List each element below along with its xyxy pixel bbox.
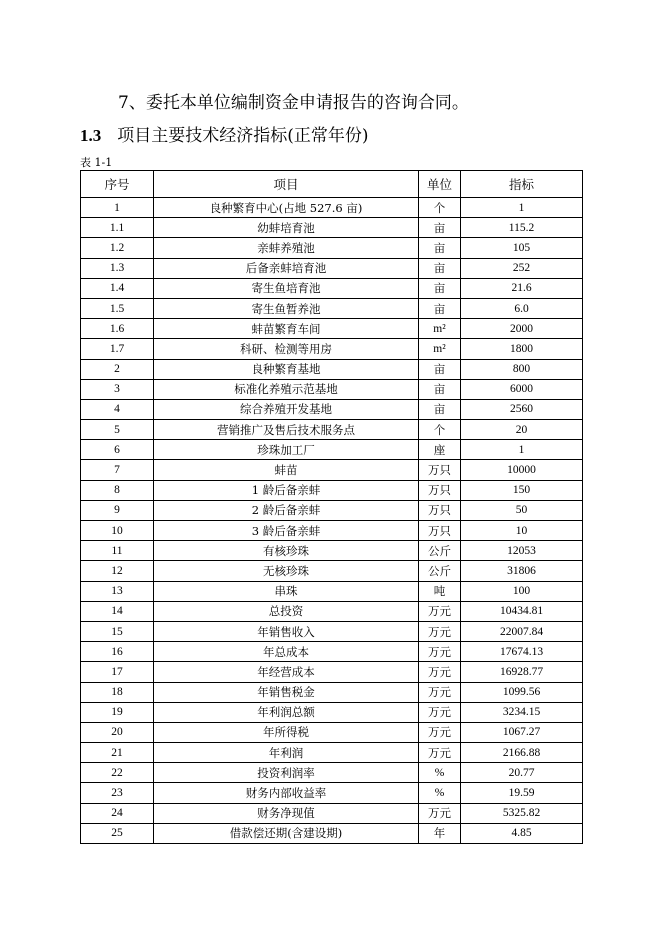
cell-unit: 万元 xyxy=(419,743,461,763)
cell-unit: 亩 xyxy=(419,258,461,278)
cell-no: 1 xyxy=(81,198,154,218)
table-row xyxy=(81,399,583,419)
cell-unit: 亩 xyxy=(419,278,461,298)
cell-unit: % xyxy=(419,783,461,803)
cell-item: 蚌苗 xyxy=(154,460,419,480)
table-row xyxy=(81,460,583,480)
table-row xyxy=(81,440,583,460)
cell-item: 幼蚌培育池 xyxy=(154,218,419,238)
cell-no: 3 xyxy=(81,379,154,399)
cell-value: 105 xyxy=(461,238,583,258)
paragraph-contract-item: 7、委托本单位编制资金申请报告的咨询合同。 xyxy=(118,93,469,113)
table-body xyxy=(81,198,583,844)
cell-unit: 万只 xyxy=(419,500,461,520)
table-row xyxy=(81,662,583,682)
cell-no: 1.1 xyxy=(81,218,154,238)
cell-no: 5 xyxy=(81,420,154,440)
cell-no: 1.2 xyxy=(81,238,154,258)
cell-item: 良种繁育中心(占地 527.6 亩) xyxy=(154,198,419,218)
cell-value: 2000 xyxy=(461,319,583,339)
cell-no: 11 xyxy=(81,541,154,561)
cell-item: 财务净现值 xyxy=(154,803,419,823)
table-row xyxy=(81,218,583,238)
section-number: 1.3 xyxy=(80,126,102,145)
cell-unit: 万元 xyxy=(419,601,461,621)
cell-item: 营销推广及售后技术服务点 xyxy=(154,420,419,440)
cell-no: 2 xyxy=(81,359,154,379)
cell-no: 1.4 xyxy=(81,278,154,298)
cell-value: 800 xyxy=(461,359,583,379)
cell-value: 1800 xyxy=(461,339,583,359)
cell-no: 21 xyxy=(81,743,154,763)
cell-value: 19.59 xyxy=(461,783,583,803)
cell-unit: 万只 xyxy=(419,480,461,500)
cell-value: 2166.88 xyxy=(461,743,583,763)
table-row xyxy=(81,581,583,601)
cell-no: 22 xyxy=(81,763,154,783)
cell-item: 年利润总额 xyxy=(154,702,419,722)
cell-item: 2 龄后备亲蚌 xyxy=(154,500,419,520)
cell-unit: 公斤 xyxy=(419,541,461,561)
cell-value: 10000 xyxy=(461,460,583,480)
cell-value: 17674.13 xyxy=(461,642,583,662)
cell-unit: 亩 xyxy=(419,218,461,238)
cell-unit: 个 xyxy=(419,198,461,218)
cell-no: 1.6 xyxy=(81,319,154,339)
cell-no: 12 xyxy=(81,561,154,581)
cell-value: 21.6 xyxy=(461,278,583,298)
cell-item: 借款偿还期(含建设期) xyxy=(154,823,419,843)
cell-value: 150 xyxy=(461,480,583,500)
table-row xyxy=(81,743,583,763)
cell-no: 10 xyxy=(81,521,154,541)
cell-no: 19 xyxy=(81,702,154,722)
cell-value: 10 xyxy=(461,521,583,541)
table-row xyxy=(81,722,583,742)
cell-item: 无核珍珠 xyxy=(154,561,419,581)
cell-item: 科研、检测等用房 xyxy=(154,339,419,359)
cell-unit: 公斤 xyxy=(419,561,461,581)
cell-unit: 万元 xyxy=(419,682,461,702)
table-row xyxy=(81,803,583,823)
cell-no: 13 xyxy=(81,581,154,601)
table-row xyxy=(81,278,583,298)
cell-item: 综合养殖开发基地 xyxy=(154,399,419,419)
cell-value: 4.85 xyxy=(461,823,583,843)
cell-item: 财务内部收益率 xyxy=(154,783,419,803)
cell-item: 蚌苗繁育车间 xyxy=(154,319,419,339)
cell-item: 标准化养殖示范基地 xyxy=(154,379,419,399)
cell-value: 6.0 xyxy=(461,298,583,318)
cell-item: 年销售收入 xyxy=(154,621,419,641)
cell-item: 良种繁育基地 xyxy=(154,359,419,379)
cell-item: 后备亲蚌培育池 xyxy=(154,258,419,278)
table-row xyxy=(81,783,583,803)
cell-item: 总投资 xyxy=(154,601,419,621)
cell-unit: 万元 xyxy=(419,803,461,823)
cell-value: 1067.27 xyxy=(461,722,583,742)
cell-unit: 亩 xyxy=(419,379,461,399)
section-title: 项目主要技术经济指标(正常年份) xyxy=(117,126,369,146)
table-row xyxy=(81,319,583,339)
table-row xyxy=(81,480,583,500)
table-row xyxy=(81,198,583,218)
cell-unit: m² xyxy=(419,339,461,359)
cell-value: 6000 xyxy=(461,379,583,399)
cell-value: 1 xyxy=(461,440,583,460)
cell-value: 12053 xyxy=(461,541,583,561)
cell-unit: 个 xyxy=(419,420,461,440)
cell-item: 年销售税金 xyxy=(154,682,419,702)
cell-no: 1.5 xyxy=(81,298,154,318)
cell-value: 31806 xyxy=(461,561,583,581)
cell-unit: 年 xyxy=(419,823,461,843)
indicators-table xyxy=(80,170,583,844)
table-row xyxy=(81,702,583,722)
table-row xyxy=(81,823,583,843)
cell-value: 16928.77 xyxy=(461,662,583,682)
cell-item: 年总成本 xyxy=(154,642,419,662)
cell-item: 寄生鱼培育池 xyxy=(154,278,419,298)
cell-no: 4 xyxy=(81,399,154,419)
cell-value: 10434.81 xyxy=(461,601,583,621)
cell-item: 珍珠加工厂 xyxy=(154,440,419,460)
cell-unit: 万元 xyxy=(419,662,461,682)
cell-no: 1.3 xyxy=(81,258,154,278)
cell-value: 2560 xyxy=(461,399,583,419)
cell-value: 252 xyxy=(461,258,583,278)
cell-unit: 座 xyxy=(419,440,461,460)
cell-item: 投资利润率 xyxy=(154,763,419,783)
cell-unit: 万元 xyxy=(419,621,461,641)
table-row xyxy=(81,339,583,359)
cell-unit: 万只 xyxy=(419,460,461,480)
cell-item: 亲蚌养殖池 xyxy=(154,238,419,258)
cell-item: 1 龄后备亲蚌 xyxy=(154,480,419,500)
table-row xyxy=(81,642,583,662)
cell-value: 20.77 xyxy=(461,763,583,783)
table-row xyxy=(81,682,583,702)
cell-value: 3234.15 xyxy=(461,702,583,722)
cell-item: 年利润 xyxy=(154,743,419,763)
cell-no: 23 xyxy=(81,783,154,803)
cell-unit: 吨 xyxy=(419,581,461,601)
cell-no: 15 xyxy=(81,621,154,641)
cell-item: 有核珍珠 xyxy=(154,541,419,561)
cell-unit: 亩 xyxy=(419,359,461,379)
table-row xyxy=(81,561,583,581)
section-heading xyxy=(80,121,369,146)
cell-value: 1099.56 xyxy=(461,682,583,702)
cell-unit: 亩 xyxy=(419,298,461,318)
cell-no: 16 xyxy=(81,642,154,662)
cell-unit: % xyxy=(419,763,461,783)
table-row xyxy=(81,359,583,379)
table-row xyxy=(81,238,583,258)
table-row xyxy=(81,521,583,541)
cell-no: 20 xyxy=(81,722,154,742)
cell-unit: 亩 xyxy=(419,238,461,258)
cell-value: 50 xyxy=(461,500,583,520)
cell-value: 115.2 xyxy=(461,218,583,238)
cell-item: 年所得税 xyxy=(154,722,419,742)
header-cell-unit: 单位 xyxy=(419,171,461,198)
cell-value: 5325.82 xyxy=(461,803,583,823)
cell-value: 1 xyxy=(461,198,583,218)
table-header-row xyxy=(81,171,583,198)
cell-no: 8 xyxy=(81,480,154,500)
header-cell-item: 项目 xyxy=(154,171,419,198)
cell-unit: 万元 xyxy=(419,702,461,722)
cell-value: 20 xyxy=(461,420,583,440)
cell-no: 24 xyxy=(81,803,154,823)
table-row xyxy=(81,621,583,641)
table-row xyxy=(81,541,583,561)
cell-value: 100 xyxy=(461,581,583,601)
header-cell-no: 序号 xyxy=(81,171,154,198)
table-row xyxy=(81,258,583,278)
cell-item: 串珠 xyxy=(154,581,419,601)
cell-no: 9 xyxy=(81,500,154,520)
table-row xyxy=(81,601,583,621)
cell-item: 寄生鱼暂养池 xyxy=(154,298,419,318)
cell-no: 18 xyxy=(81,682,154,702)
cell-no: 17 xyxy=(81,662,154,682)
header-cell-value: 指标 xyxy=(461,171,583,198)
cell-no: 7 xyxy=(81,460,154,480)
cell-unit: 万元 xyxy=(419,722,461,742)
cell-unit: 亩 xyxy=(419,399,461,419)
table-caption: 表 1-1 xyxy=(80,156,113,169)
cell-no: 25 xyxy=(81,823,154,843)
cell-no: 14 xyxy=(81,601,154,621)
cell-unit: 万元 xyxy=(419,642,461,662)
table-row xyxy=(81,500,583,520)
cell-item: 3 龄后备亲蚌 xyxy=(154,521,419,541)
table-row xyxy=(81,379,583,399)
cell-no: 1.7 xyxy=(81,339,154,359)
cell-unit: 万只 xyxy=(419,521,461,541)
cell-unit: m² xyxy=(419,319,461,339)
table-row xyxy=(81,420,583,440)
cell-value: 22007.84 xyxy=(461,621,583,641)
cell-no: 6 xyxy=(81,440,154,460)
cell-item: 年经营成本 xyxy=(154,662,419,682)
table-row xyxy=(81,298,583,318)
table-row xyxy=(81,763,583,783)
